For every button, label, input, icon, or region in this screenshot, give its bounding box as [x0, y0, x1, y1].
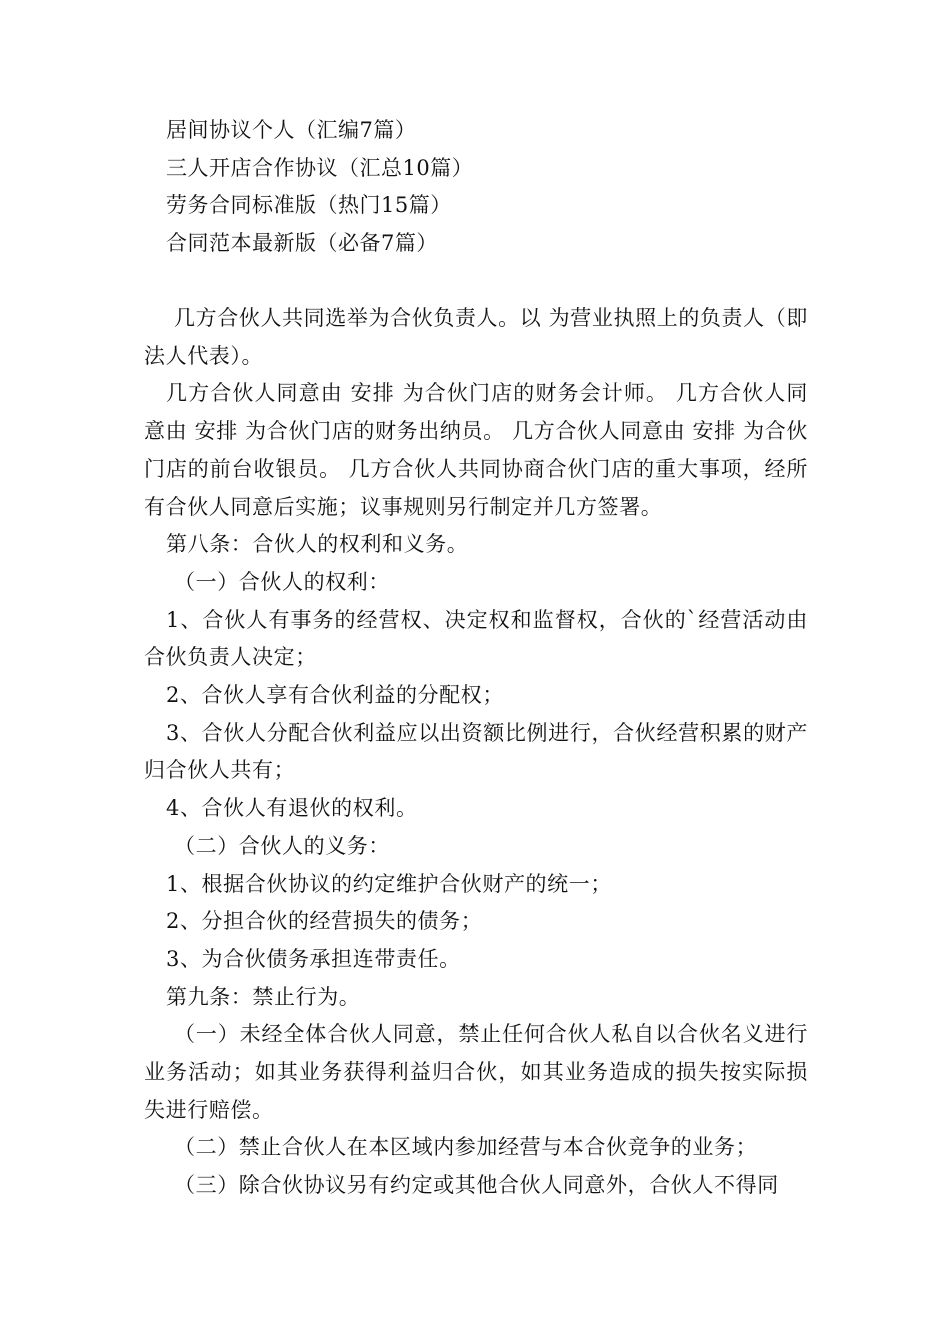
list-item: 3、为合伙债务承担连带责任。 — [166, 946, 461, 971]
article-heading: 第九条：禁止行为。 — [166, 984, 361, 1009]
article-heading: 第八条：合伙人的权利和义务。 — [166, 532, 469, 557]
list-item: 4、合伙人有退伙的权利。 — [166, 796, 418, 821]
list-item: 1、根据合伙协议的约定维护合伙财产的统一； — [166, 871, 612, 896]
document-body — [144, 300, 808, 1205]
related-document-link[interactable]: 劳务合同标准版（热门15篇） — [166, 193, 452, 217]
list-item: 2、合伙人享有合伙利益的分配权； — [166, 683, 504, 708]
related-documents-list — [166, 112, 473, 262]
related-document-link[interactable]: 三人开店合作协议（汇总10篇） — [166, 155, 474, 180]
section-heading: （一）合伙人的权利： — [174, 569, 390, 594]
paragraph: （二）禁止合伙人在本区域内参加经营与本合伙竞争的业务； — [174, 1135, 758, 1160]
list-item: 3、合伙人分配合伙利益应以出资额比例进行，合伙经营积累的财产归合伙人共有； — [144, 720, 808, 783]
paragraph: （一）未经全体合伙人同意，禁止任何合伙人私自以合伙名义进行业务活动；如其业务获得利益归合伙，如其业务造成的损失按实际损失进行赔偿。 — [144, 1022, 808, 1122]
paragraph: （三）除合伙协议另有约定或其他合伙人同意外，合伙人不得同 — [174, 1173, 779, 1198]
paragraph: 几方合伙人共同选举为合伙负责人。以 为营业执照上的负责人（即法人代表）。 — [144, 306, 808, 368]
related-document-link[interactable]: 合同范本最新版（必备7篇） — [166, 230, 438, 255]
list-item: 2、分担合伙的经营损失的债务； — [166, 909, 483, 934]
related-document-link[interactable]: 居间协议个人（汇编7篇） — [166, 118, 417, 142]
section-heading: （二）合伙人的义务： — [174, 833, 390, 858]
list-item: 1、合伙人有事务的经营权、决定权和监督权，合伙的`经营活动由合伙负责人决定； — [144, 607, 808, 670]
paragraph: 几方合伙人同意由 安排 为合伙门店的财务会计师。 几方合伙人同意由 安排 为合伙门店的财务出纳员。 几方合伙人同意由 安排 为合伙门店的前台收银员。 几方合伙人共同协商合伙门店的重大事项，经所有合伙人同意后实施；议事规则另行制定并几方签署。 — [144, 381, 808, 519]
